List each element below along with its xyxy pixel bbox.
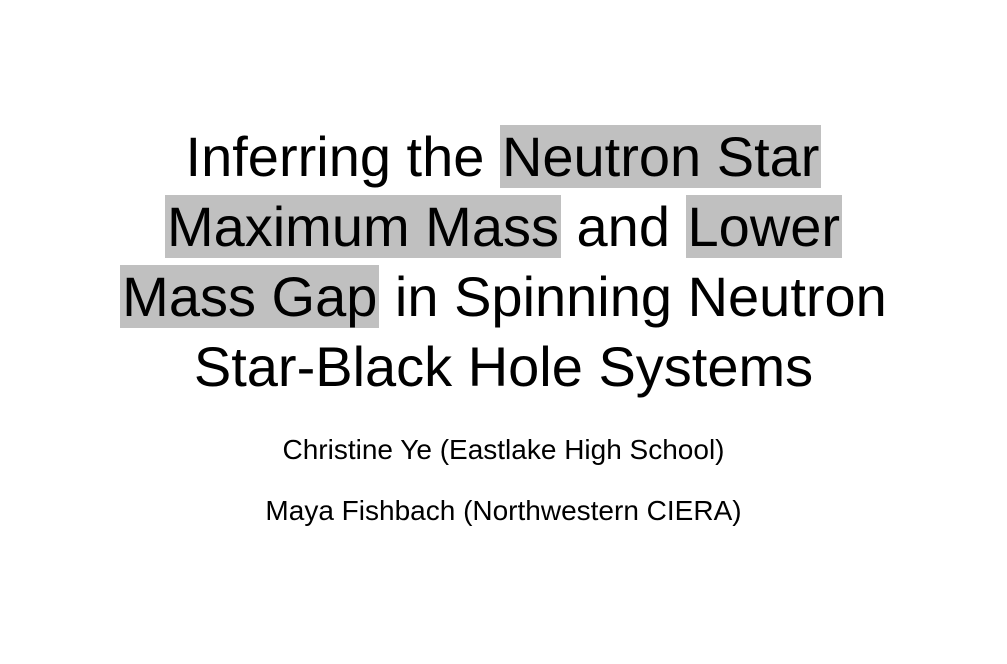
title-text: Star-Black Hole Systems: [193, 335, 814, 398]
slide-title: [0, 122, 1007, 402]
title-highlight: Neutron Star: [501, 125, 820, 188]
title-text: in Spinning Neutron: [379, 265, 887, 328]
author-line-1: Christine Ye (Eastlake High School): [282, 434, 725, 465]
title-line-4: [0, 332, 1007, 402]
title-text: Inferring the: [185, 125, 500, 188]
title-line-2: [0, 192, 1007, 262]
title-highlight: Mass Gap: [122, 265, 378, 328]
title-highlight: Maximum Mass: [166, 195, 559, 258]
title-text: and: [560, 195, 686, 258]
author-line-2: Maya Fishbach (Northwestern CIERA): [265, 495, 742, 526]
title-line-3: [0, 262, 1007, 332]
title-highlight: Lower: [687, 195, 841, 258]
title-line-1: [0, 122, 1007, 192]
